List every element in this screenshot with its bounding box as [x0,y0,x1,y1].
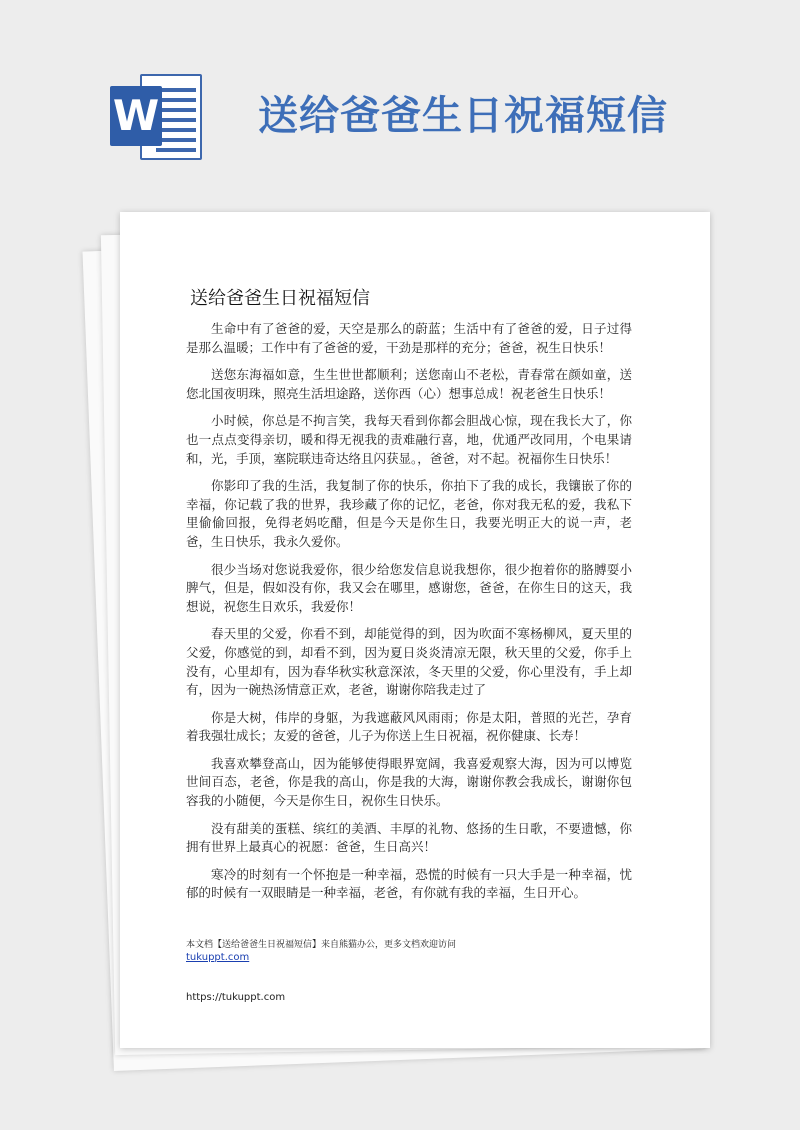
paragraph: 很少当场对您说我爱你，很少给您发信息说我想你，很少抱着你的胳膊耍小脾气，但是，假如没有你，我又会在哪里，感谢您，爸爸，在你生日的这天，我想说，祝您生日欢乐，我爱你！ [186,561,632,614]
paragraph: 春天里的父爱，你看不到，却能觉得的到，因为吹面不寒杨柳风，夏天里的父爱，你感觉的到，却看不到，因为夏日炎炎清凉无限，秋天里的父爱，你手上没有，心里却有，因为春华秋实秋意深浓，冬天里的父爱，你心里没有，手上却有，因为一碗热汤情意正欢，老爸，谢谢你陪我走过了 [186,626,632,698]
word-document-icon [110,72,202,162]
document-title: 送给爸爸生日祝福短信 [190,288,370,309]
footer-note: 本文档【送给爸爸生日祝福短信】来自熊猫办公，更多文档欢迎访问 [186,940,457,950]
paragraph: 生命中有了爸爸的爱，天空是那么的蔚蓝；生活中有了爸爸的爱，日子过得是那么温暖；工作中有了爸爸的爱，干劲是那样的充分；爸爸，祝生日快乐！ [186,321,632,355]
word-logo-letter: W [110,86,162,146]
paragraph: 我喜欢攀登高山，因为能够使得眼界宽阔，我喜爱观察大海，因为可以博览世间百态，老爸，你是我的高山，你是我的大海，谢谢你教会我成长，谢谢你包容我的小随便，今天是你生日，祝你生日快乐。 [186,755,632,809]
footer-link[interactable]: tukuppt.com [186,952,250,963]
paragraph: 你是大树，伟岸的身躯，为我遮蔽风风雨雨；你是太阳，普照的光芒，孕育着我强壮成长；友爱的爸爸，儿子为你送上生日祝福，祝你健康、长寿！ [186,709,632,744]
paragraph: 寒冷的时刻有一个怀抱是一种幸福，恐慌的时候有一只大手是一种幸福，忧郁的时候有一双眼睛是一种幸福，老爸，有你就有我的幸福，生日开心。 [186,866,632,901]
header-banner [0,0,800,200]
paragraph: 没有甜美的蛋糕、缤红的美酒、丰厚的礼物、悠扬的生日歌，不要遗憾，你拥有世界上最真心的祝愿：爸爸，生日高兴！ [186,820,632,855]
document-page [120,212,710,1048]
footer-url: https://tukuppt.com [186,992,286,1003]
paragraph: 送您东海福如意，生生世世都顺利；送您南山不老松，青春常在颜如童，送您北国夜明珠，照亮生活坦途路，送你西（心）想事总成！祝老爸生日快乐！ [186,367,632,401]
paragraph: 小时候，你总是不拘言笑，我每天看到你都会胆战心惊，现在我长大了，你也一点点变得亲切，暖和得无视我的责难融行喜，地，优通严改同用，个电果请和，光，手顶，塞院联违奇达络且闪获显。，爸爸，对不起。祝福你生日快乐！ [186,413,632,466]
paragraph: 你影印了我的生活，我复制了你的快乐，你拍下了我的成长，我镶嵌了你的幸福，你记载了我的世界，我珍藏了你的记忆，老爸，你对我无私的爱，我私下里偷偷回报，免得老妈吃醋，但是今天是你生日，我要光明正大的说一声，老爸，生日快乐，我永久爱你。 [186,478,632,549]
banner-title: 送给爸爸生日祝福短信 [258,93,668,139]
document-body [186,320,632,912]
